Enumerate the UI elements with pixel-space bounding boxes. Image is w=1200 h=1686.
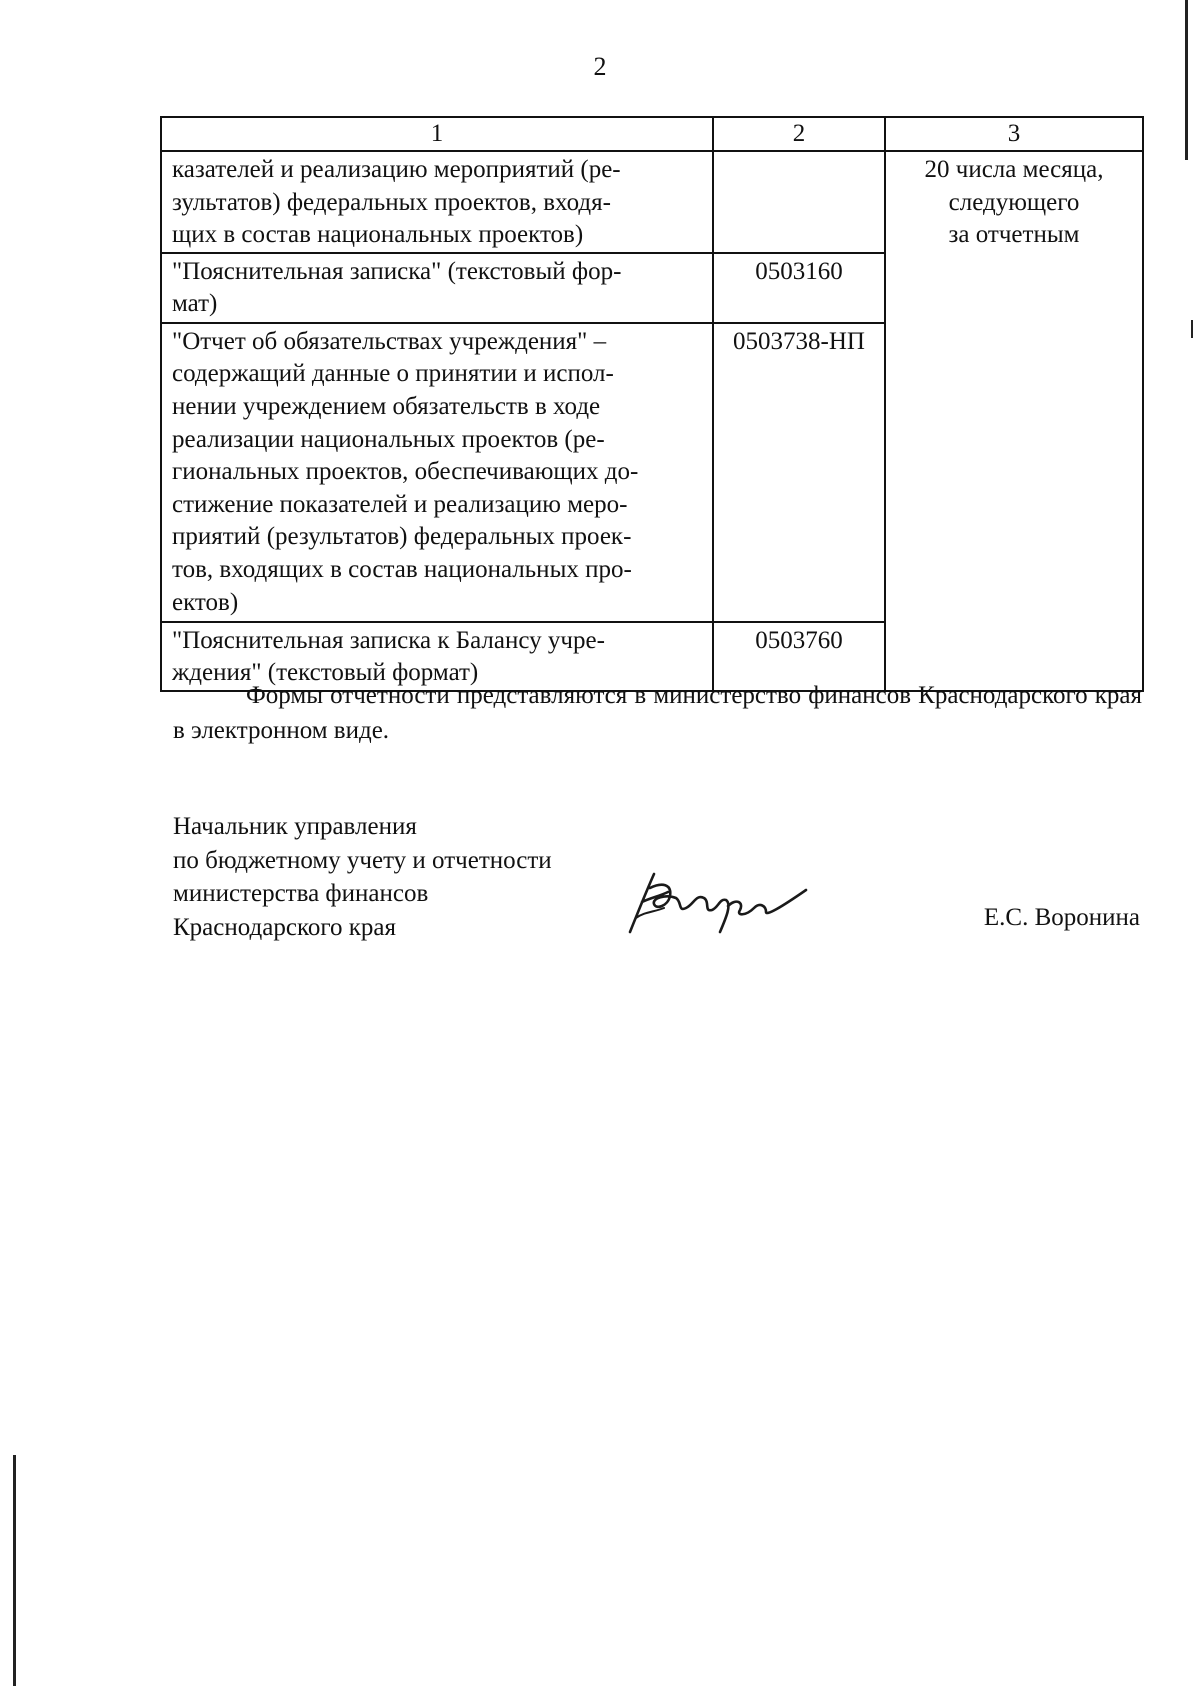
form-code xyxy=(714,152,884,154)
column-number-2: 2 xyxy=(713,117,885,151)
scan-margin-line xyxy=(1191,320,1193,338)
form-description: "Пояснительная записка к Балансу учре- ждения" (текстовый формат) xyxy=(172,626,605,687)
form-code-cell xyxy=(713,323,885,622)
form-code-cell xyxy=(713,253,885,323)
column-number-1: 1 xyxy=(161,117,713,151)
form-description: казателей и реализацию мероприятий (ре- зультатов) федеральных проектов, входя- щих в состав национальных проектов) xyxy=(172,156,621,249)
position-line: Краснодарского края xyxy=(173,913,396,941)
form-code-cell xyxy=(713,151,885,253)
page-number: 2 xyxy=(593,52,607,81)
deadline-cell xyxy=(885,151,1143,691)
table-row xyxy=(161,151,1143,253)
position-line: министерства финансов xyxy=(173,880,429,907)
column-number-3: 3 xyxy=(885,117,1143,151)
scan-margin-line xyxy=(13,1455,16,1686)
reporting-forms-table xyxy=(160,116,1144,692)
form-code: 0503760 xyxy=(755,626,843,654)
form-description: "Пояснительная записка" (текстовый фор- мат) xyxy=(172,257,622,318)
form-description: "Отчет об обязательствах учреждения" – содержащий данные о принятии и испол- нении учреждением обязательств в ходе реализации национальных проектов (ре- гиональных проектов, обеспечивающих до- стижение показателей и реализацию меро- приятий (результатов) федеральных проек- тов, входящих в состав национальных про- ектов) xyxy=(172,327,639,616)
deadline-text: 20 числа месяца, следующего за отчетным xyxy=(924,156,1104,249)
scan-margin-line xyxy=(1185,0,1188,160)
signatory-position xyxy=(173,810,552,944)
form-description-cell xyxy=(161,253,713,323)
table-header-row xyxy=(161,117,1143,151)
form-code: 0503738-НП xyxy=(733,327,865,355)
handwritten-signature xyxy=(620,862,810,942)
form-description-cell xyxy=(161,151,713,253)
signatory-name: Е.С. Воронина xyxy=(983,904,1140,931)
form-code: 0503160 xyxy=(755,257,843,285)
position-line: Начальник управления xyxy=(173,813,417,840)
position-line: по бюджетному учету и отчетности xyxy=(173,846,552,874)
submission-note: Формы отчетности представляются в министерство финансов Краснодарского края в электронном виде. xyxy=(173,682,1142,744)
form-description-cell xyxy=(161,323,713,622)
